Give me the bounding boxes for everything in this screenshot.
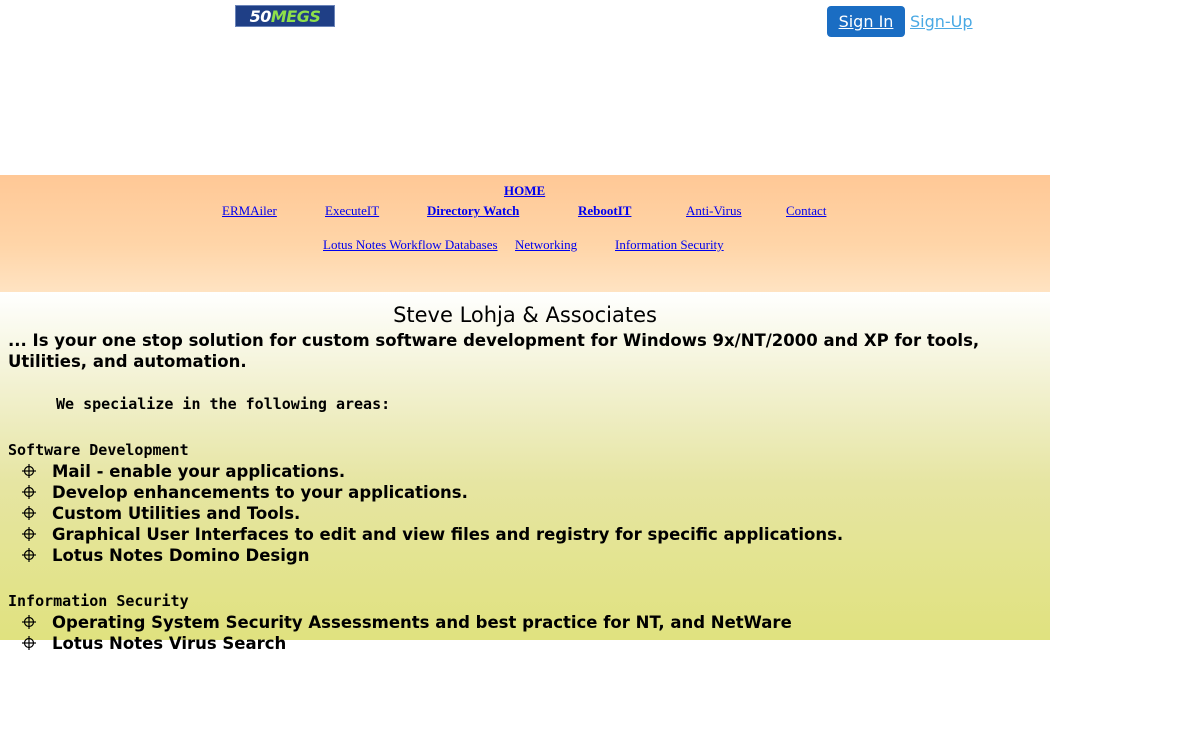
main-content (0, 292, 1050, 653)
list-item (0, 612, 792, 633)
crosshair-bullet-icon (22, 485, 36, 499)
list-item-text: Develop enhancements to your applications. (52, 483, 468, 502)
crosshair-bullet-icon (22, 506, 36, 520)
section-heading-software-development: Software Development (8, 441, 189, 459)
nav-link-directory-watch[interactable]: Directory Watch (427, 203, 520, 218)
list-item-text: Lotus Notes Virus Search (52, 634, 287, 653)
intro-text: ... Is your one stop solution for custom software development for Windows 9x/NT/2000 and XP for tools, Utilities, and automation. (8, 331, 980, 371)
sign-in-button[interactable]: Sign In (827, 6, 905, 37)
crosshair-bullet-icon (22, 636, 36, 650)
logo-text: MEGS (270, 6, 321, 26)
sign-up-link[interactable]: Sign-Up (910, 12, 973, 31)
crosshair-bullet-icon (22, 464, 36, 478)
nav-link-home[interactable]: HOME (504, 183, 546, 198)
list-item (0, 482, 843, 503)
nav-link-networking[interactable]: Networking (515, 237, 578, 252)
nav-link-anti-virus[interactable]: Anti-Virus (686, 203, 742, 218)
list-item-text: Graphical User Interfaces to edit and view files and registry for specific applications. (52, 525, 844, 544)
list-item (0, 633, 792, 654)
list-item-text: Custom Utilities and Tools. (52, 504, 301, 523)
nav-link-contact[interactable]: Contact (786, 203, 827, 218)
crosshair-bullet-icon (22, 527, 36, 541)
nav-link-executeit[interactable]: ExecuteIT (325, 203, 380, 218)
list-item-text: Mail - enable your applications. (52, 462, 346, 481)
nav-link-information-security[interactable]: Information Security (615, 237, 724, 252)
logo-number: 50 (249, 6, 271, 26)
crosshair-bullet-icon (22, 548, 36, 562)
nav-link-ermailer[interactable]: ERMAiler (222, 203, 277, 218)
list-item (0, 503, 843, 524)
section-heading-information-security: Information Security (8, 592, 189, 610)
specialize-heading: We specialize in the following areas: (56, 395, 391, 413)
list-item (0, 524, 843, 545)
software-development-list (0, 461, 843, 566)
top-bar (0, 0, 1200, 175)
information-security-list (0, 612, 792, 654)
list-item (0, 461, 843, 482)
nav-link-lotus-notes-workflow[interactable]: Lotus Notes Workflow Databases (323, 237, 498, 252)
navigation-band (0, 175, 1050, 292)
page-title: Steve Lohja & Associates (393, 303, 657, 327)
nav-link-rebootit[interactable]: RebootIT (578, 203, 632, 218)
list-item (0, 545, 843, 566)
crosshair-bullet-icon (22, 615, 36, 629)
site-logo[interactable] (235, 5, 335, 27)
list-item-text: Lotus Notes Domino Design (52, 546, 310, 565)
list-item-text: Operating System Security Assessments and best practice for NT, and NetWare (52, 613, 792, 632)
